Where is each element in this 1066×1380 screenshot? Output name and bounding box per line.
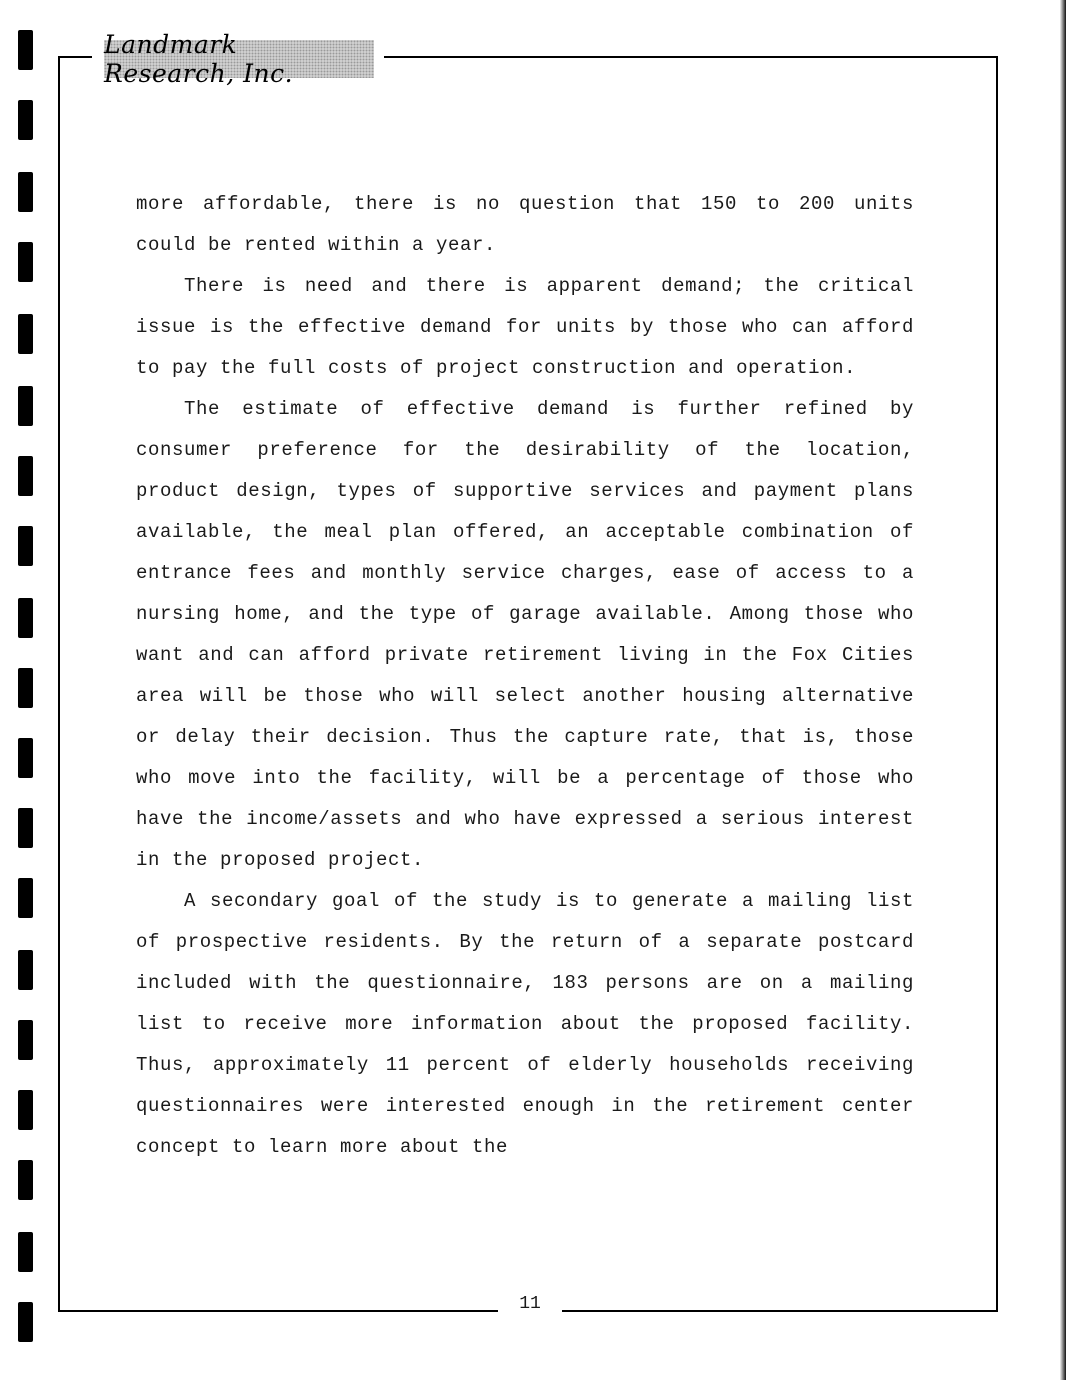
binder-holes bbox=[18, 0, 34, 1380]
binder-hole bbox=[18, 242, 33, 282]
binder-hole bbox=[18, 808, 33, 848]
paragraph: A secondary goal of the study is to generate a mailing list of prospective residents. By the return of a separate postcard included with the questionnaire, 183 persons are on a mailing list to receive more information about the proposed facility. Thus, approximately 11 percent of elderly households receiving questionnaires were interested enough in the retirement center concept to learn more about the bbox=[136, 890, 914, 1158]
binder-hole bbox=[18, 878, 33, 918]
paragraph: more affordable, there is no question that 150 to 200 units could be rented within a year. bbox=[136, 193, 914, 256]
binder-hole bbox=[18, 526, 33, 566]
binder-hole bbox=[18, 314, 33, 354]
paragraph: There is need and there is apparent demand; the critical issue is the effective demand for units by those who can afford to pay the full costs of project construction and operation. bbox=[136, 275, 914, 379]
binder-hole bbox=[18, 1020, 33, 1060]
paragraph: The estimate of effective demand is further refined by consumer preference for the desirability of the location, product design, types of supportive services and payment plans available, the meal plan offered, an acceptable combination of entrance fees and monthly service charges, ease of access to a nursing home, and the type of garage available. Among those who want and can afford private retirement living in the Fox Cities area will be those who will select another housing alternative or delay their decision. Thus the capture rate, that is, those who move into the facility, will be a percentage of those who have the income/assets and who have expressed a serious interest in the proposed project. bbox=[136, 398, 914, 871]
binder-hole bbox=[18, 172, 33, 212]
binder-hole bbox=[18, 1302, 33, 1342]
binder-hole bbox=[18, 668, 33, 708]
document-body bbox=[136, 184, 914, 1168]
company-logo: Landmark Research, Inc. bbox=[104, 40, 374, 78]
binder-hole bbox=[18, 30, 33, 70]
binder-hole bbox=[18, 1232, 33, 1272]
binder-hole bbox=[18, 950, 33, 990]
binder-hole bbox=[18, 738, 33, 778]
binder-hole bbox=[18, 456, 33, 496]
page-edge-shadow bbox=[1060, 0, 1066, 1380]
binder-hole bbox=[18, 598, 33, 638]
page-number: 11 bbox=[519, 1294, 541, 1314]
binder-hole bbox=[18, 1160, 33, 1200]
binder-hole bbox=[18, 100, 33, 140]
binder-hole bbox=[18, 1090, 33, 1130]
binder-hole bbox=[18, 386, 33, 426]
